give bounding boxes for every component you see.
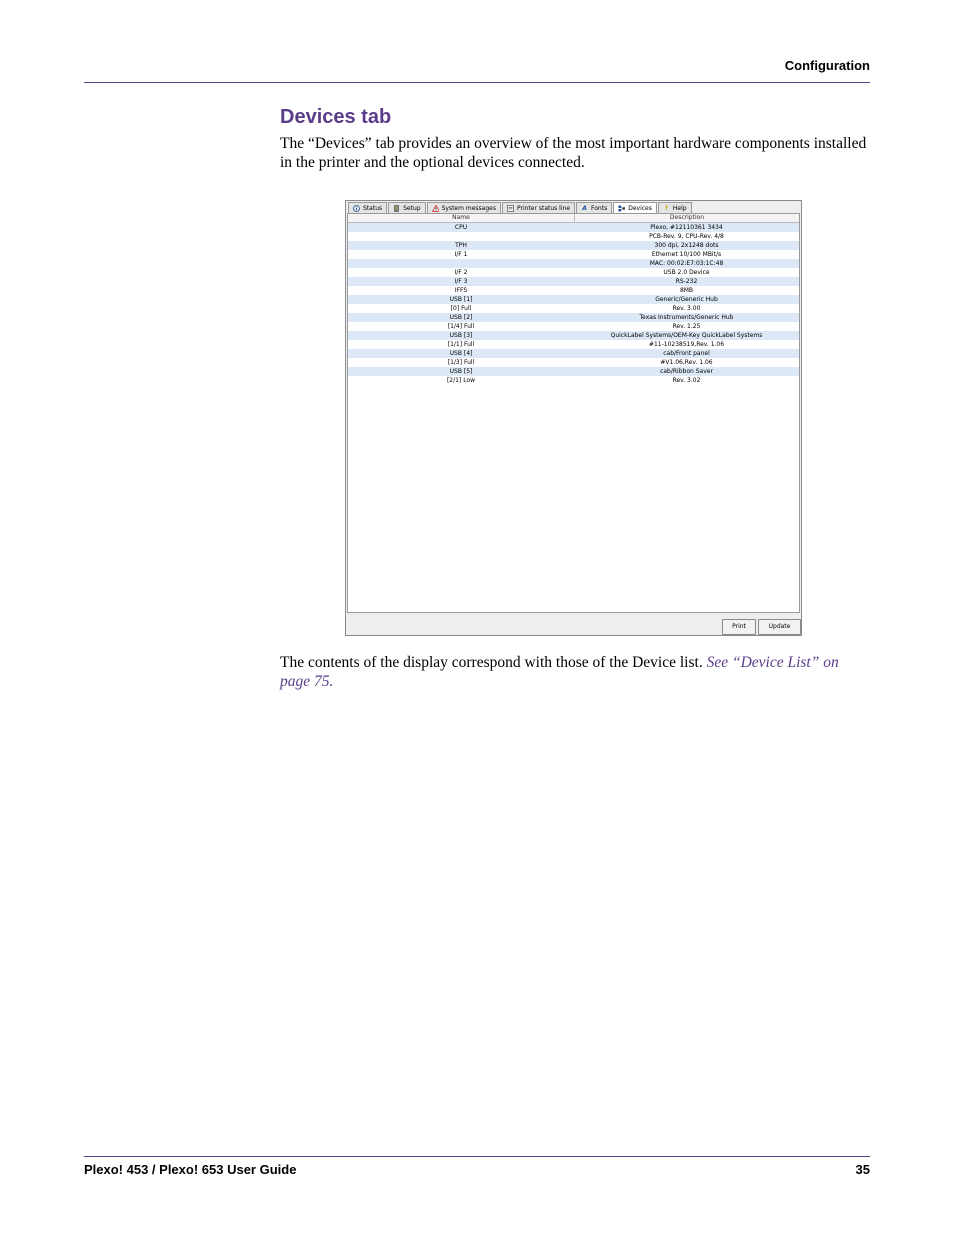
info-icon xyxy=(353,205,360,212)
outro-paragraph xyxy=(280,653,872,691)
table-row[interactable] xyxy=(348,376,799,385)
device-description-cell: RS-232 xyxy=(675,278,698,285)
display-icon xyxy=(507,205,514,212)
device-name-cell: [1/4] Full xyxy=(447,323,475,330)
device-description-cell: 300 dpi, 2x1248 dots xyxy=(654,242,719,249)
table-row[interactable] xyxy=(348,268,799,277)
tab-status[interactable] xyxy=(348,202,387,213)
device-name-cell: [1/1] Full xyxy=(447,341,475,348)
setup-icon xyxy=(393,205,400,212)
table-row[interactable] xyxy=(348,349,799,358)
table-header xyxy=(348,214,799,223)
table-row[interactable] xyxy=(348,331,799,340)
tab-label: Devices xyxy=(628,205,652,212)
device-name-cell: [0] Full xyxy=(450,305,472,312)
update-button[interactable]: Update xyxy=(758,619,801,635)
table-row[interactable] xyxy=(348,277,799,286)
warning-icon xyxy=(432,205,439,212)
device-name-cell: USB [1] xyxy=(449,296,473,303)
device-name-cell: I/F 3 xyxy=(454,278,468,285)
tab-bar xyxy=(348,202,693,213)
table-row[interactable] xyxy=(348,259,799,268)
device-description-cell: #11-10238519,Rev. 1.06 xyxy=(648,341,725,348)
device-name-cell: USB [3] xyxy=(449,332,473,339)
tab-label: Setup xyxy=(403,204,421,212)
device-description-cell: PCB-Rev. 9, CPU-Rev. 4/8 xyxy=(649,233,724,240)
device-name-cell: [1/3] Full xyxy=(447,359,475,366)
tab-label: Status xyxy=(363,204,383,212)
column-header-name[interactable]: Name xyxy=(348,214,575,222)
device-name-cell: [2/1] Low xyxy=(446,377,476,384)
tab-label: Fonts xyxy=(591,204,608,212)
device-name-cell: IFFS xyxy=(454,287,468,294)
print-button[interactable]: Print xyxy=(722,619,756,635)
device-name-cell: TPH xyxy=(455,242,467,249)
device-name-cell xyxy=(348,259,574,268)
devices-icon xyxy=(618,205,625,212)
tab-system-messages[interactable] xyxy=(427,202,501,213)
running-header: Configuration xyxy=(784,58,870,73)
footer-rule xyxy=(84,1156,870,1157)
column-header-description[interactable]: Description xyxy=(669,214,705,221)
device-description-cell: cab/Ribbon Saver xyxy=(660,368,713,375)
device-description-cell: Texas Instruments/Generic Hub xyxy=(639,314,734,321)
table-row[interactable] xyxy=(348,232,799,241)
table-row[interactable] xyxy=(348,322,799,331)
device-description-cell: #V1.06,Rev. 1.06 xyxy=(660,359,713,366)
table-row[interactable] xyxy=(348,358,799,367)
device-description-cell: Rev. 3.00 xyxy=(672,305,701,312)
page-title: Devices tab xyxy=(280,106,392,128)
footer-title: Plexo! 453 / Plexo! 653 User Guide xyxy=(84,1162,297,1177)
device-name-cell: I/F 1 xyxy=(454,251,468,258)
device-description-cell: Generic/Generic Hub xyxy=(655,296,718,303)
device-description-cell: Rev. 1.25 xyxy=(672,323,701,330)
table-row[interactable] xyxy=(348,313,799,322)
table-row[interactable] xyxy=(348,367,799,376)
tab-label: System messages xyxy=(441,204,496,212)
tab-setup[interactable] xyxy=(388,202,425,213)
device-name-cell: USB [4] xyxy=(449,350,473,357)
device-description-cell: MAC: 00:02:E7:03:1C:48 xyxy=(649,260,724,267)
devices-window xyxy=(345,200,802,636)
device-description-cell: Plexo, #12110361 3434 xyxy=(650,224,723,231)
page-number: 35 xyxy=(855,1162,870,1177)
tab-printer-status-line[interactable] xyxy=(502,202,575,213)
device-description-cell: USB 2.0 Device xyxy=(663,269,710,276)
device-name-cell: CPU xyxy=(454,224,468,231)
tab-fonts[interactable] xyxy=(576,202,612,213)
tab-label: Help xyxy=(672,204,687,212)
tab-label: Printer status line xyxy=(516,204,571,212)
font-icon: A xyxy=(582,204,587,212)
device-name-cell: USB [2] xyxy=(449,314,473,321)
table-body xyxy=(348,223,799,385)
intro-paragraph: The “Devices” tab provides an overview of the most important hardware components installed in the printer and the optional devices connected. xyxy=(280,135,867,171)
device-list-link[interactable]: See “Device List” on page 75. xyxy=(280,654,839,690)
table-row[interactable] xyxy=(348,340,799,349)
table-row[interactable] xyxy=(348,304,799,313)
device-name-cell: USB [5] xyxy=(449,368,473,375)
device-name-cell xyxy=(348,232,574,241)
table-row[interactable] xyxy=(348,241,799,250)
outro-text: The contents of the display correspond with those of the Device list. xyxy=(280,654,707,671)
table-row[interactable] xyxy=(348,295,799,304)
tab-help[interactable] xyxy=(658,202,692,213)
device-description-cell: cab/Front panel xyxy=(663,350,710,357)
table-row[interactable] xyxy=(348,223,799,232)
table-row[interactable] xyxy=(348,250,799,259)
device-table xyxy=(347,213,800,613)
device-description-cell: QuickLabel Systems/OEM-Key QuickLabel Systems xyxy=(610,332,763,339)
device-description-cell: 8MB xyxy=(679,287,694,294)
table-row[interactable] xyxy=(348,286,799,295)
device-description-cell: Ethernet 10/100 MBit/s xyxy=(651,251,722,258)
header-rule xyxy=(84,82,870,83)
device-description-cell: Rev. 3.02 xyxy=(672,377,701,384)
help-icon: ? xyxy=(664,204,669,212)
device-name-cell: I/F 2 xyxy=(454,269,468,276)
